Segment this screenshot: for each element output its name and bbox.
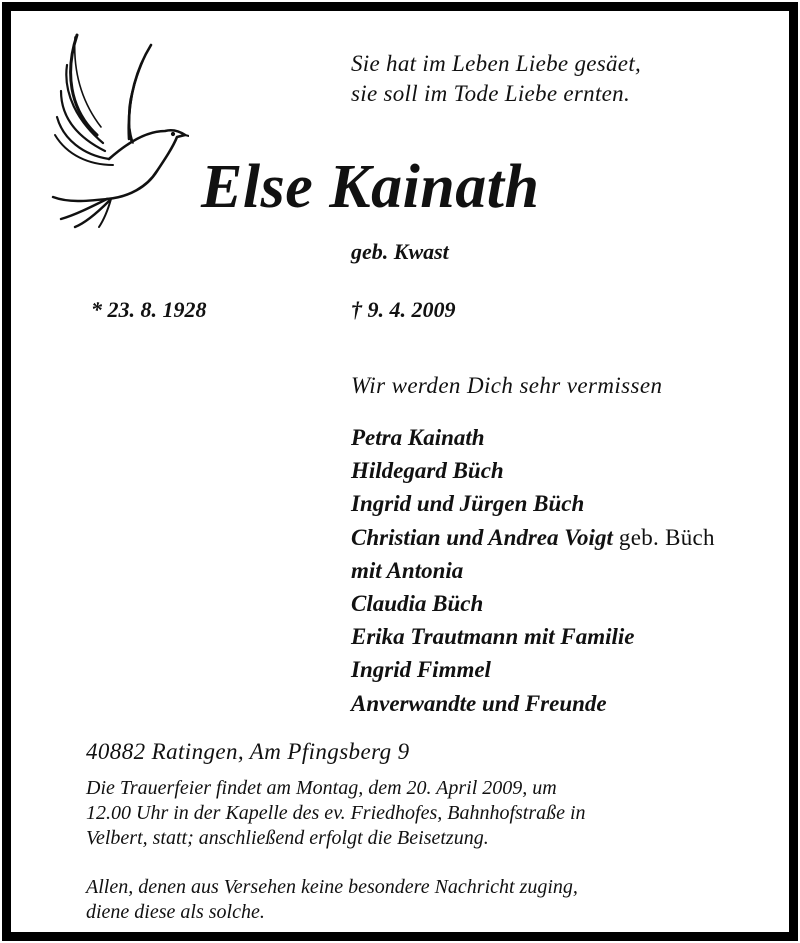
mourner-name: mit Antonia (351, 557, 464, 583)
closing-note (86, 875, 736, 925)
funeral-notice-line: Die Trauerfeier findet am Montag, dem 20. April 2009, um (86, 777, 557, 799)
birth-name: geb. Kwast (351, 239, 449, 264)
mourner-name: Petra Kainath (351, 425, 485, 450)
mourner-address: 40882 Ratingen, Am Pfingsberg 9 (86, 739, 410, 764)
motto-line-1: Sie hat im Leben Liebe gesäet, (351, 51, 642, 76)
closing-note-line: Allen, denen aus Versehen keine besondere Nachricht zuging, (86, 876, 578, 898)
mourner-entry (351, 421, 715, 454)
death-date: † 9. 4. 2009 (351, 297, 456, 322)
motto-quote (351, 49, 641, 109)
mourner-name: Ingrid Fimmel (351, 657, 491, 683)
mourner-name-suffix: geb. Büch (612, 524, 715, 550)
mourner-entry (351, 487, 715, 520)
mourner-entry (351, 521, 715, 554)
mourner-entry (351, 587, 715, 620)
obituary-notice (2, 2, 798, 941)
mourner-name: Erika Trautmann mit Familie (351, 624, 635, 650)
mourner-entry (351, 653, 715, 686)
farewell-line: Wir werden Dich sehr vermissen (351, 373, 663, 398)
mourner-entry (351, 454, 715, 487)
mourner-name: Ingrid und Jürgen Büch (351, 491, 585, 517)
motto-line-2: sie soll im Tode Liebe ernten. (351, 81, 631, 106)
mourner-name: Hildegard Büch (351, 458, 504, 484)
mourner-name: Anverwandte und Freunde (351, 690, 607, 716)
funeral-notice-line: Velbert, statt; anschließend erfolgt die Beisetzung. (86, 827, 489, 849)
mourner-entry (351, 687, 715, 720)
funeral-notice-line: 12.00 Uhr in der Kapelle des ev. Friedhofes, Bahnhofstraße in (86, 802, 586, 824)
mourner-entry (351, 554, 715, 587)
mourner-name: Christian und Andrea Voigt (351, 524, 613, 550)
dove-icon (47, 31, 189, 229)
birth-date: * 23. 8. 1928 (91, 297, 207, 322)
mourner-list (351, 421, 715, 720)
mourner-entry (351, 620, 715, 653)
funeral-notice (86, 776, 736, 851)
closing-note-line: diene diese als solche. (86, 901, 265, 923)
mourner-name: Claudia Büch (351, 591, 484, 617)
deceased-name: Else Kainath (201, 153, 540, 221)
